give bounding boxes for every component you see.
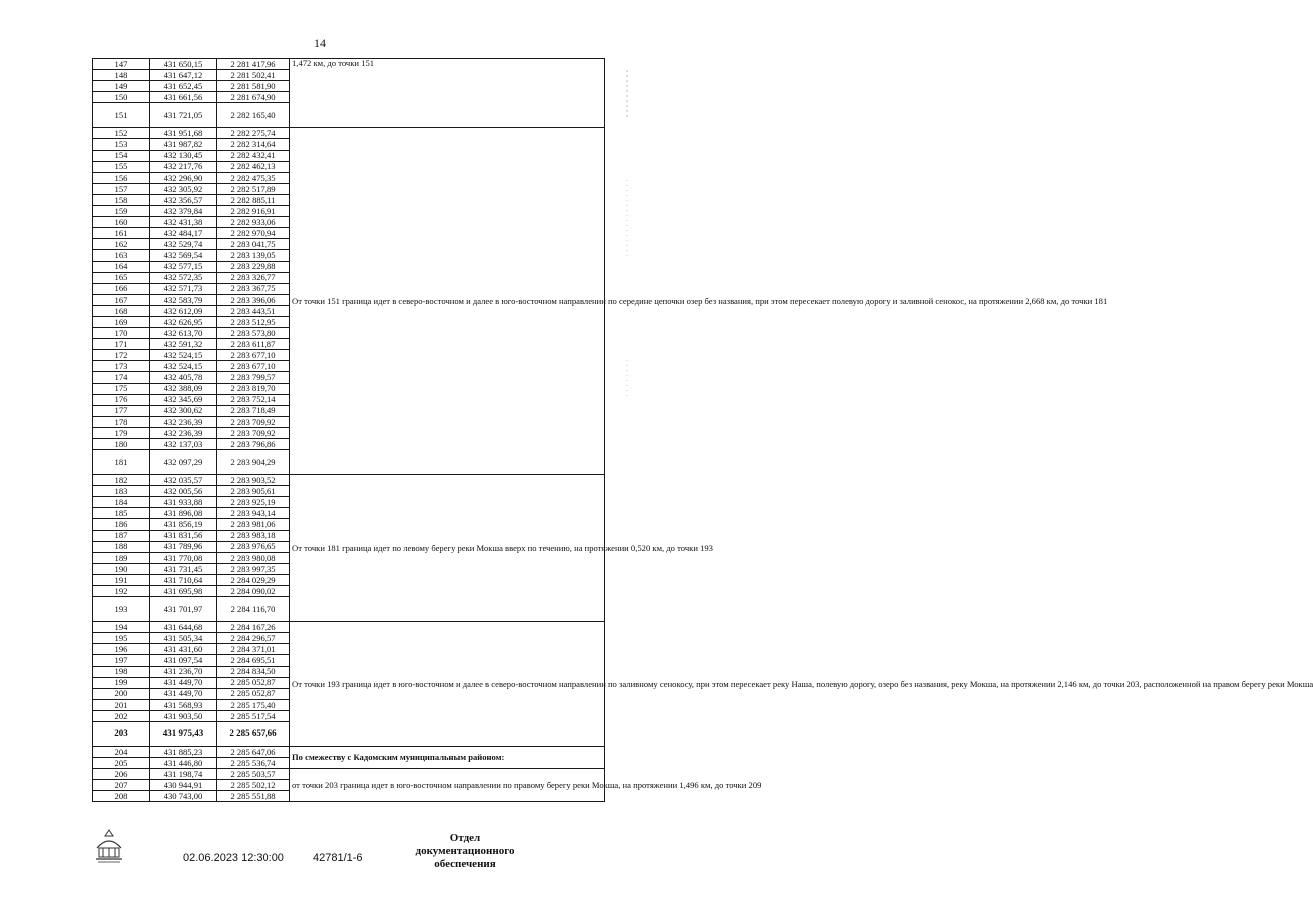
point-number-cell: 179: [93, 427, 150, 438]
y-coordinate-cell: 2 283 041,75: [217, 239, 290, 250]
point-number-cell: 162: [93, 239, 150, 250]
x-coordinate-cell: 431 885,23: [150, 746, 217, 757]
point-number-cell: 148: [93, 70, 150, 81]
point-number-cell: 172: [93, 350, 150, 361]
point-number-cell: 207: [93, 780, 150, 791]
y-coordinate-cell: 2 283 925,19: [217, 497, 290, 508]
point-number-cell: 189: [93, 552, 150, 563]
boundary-description-cell: [290, 622, 1313, 747]
table-row: [93, 59, 605, 70]
point-number-cell: 161: [93, 228, 150, 239]
point-number-cell: 155: [93, 161, 150, 172]
x-coordinate-cell: 430 944,91: [150, 780, 217, 791]
y-coordinate-cell: 2 283 326,77: [217, 272, 290, 283]
point-number-cell: 178: [93, 416, 150, 427]
description-text: От точки 181 граница идет по левому берегу реки Мокша вверх по течению, на протяжении 0,520 км, до точки 193: [292, 542, 713, 553]
x-coordinate-cell: 431 198,74: [150, 769, 217, 780]
y-coordinate-cell: 2 283 677,10: [217, 350, 290, 361]
x-coordinate-cell: 432 583,79: [150, 294, 217, 305]
point-number-cell: 191: [93, 574, 150, 585]
y-coordinate-cell: 2 285 502,12: [217, 780, 290, 791]
point-number-cell: 157: [93, 183, 150, 194]
x-coordinate-cell: 432 569,54: [150, 250, 217, 261]
y-coordinate-cell: 2 282 885,11: [217, 194, 290, 205]
y-coordinate-cell: 2 283 799,57: [217, 372, 290, 383]
x-coordinate-cell: 432 356,57: [150, 194, 217, 205]
point-number-cell: 163: [93, 250, 150, 261]
y-coordinate-cell: 2 285 536,74: [217, 758, 290, 769]
y-coordinate-cell: 2 285 657,66: [217, 721, 290, 746]
y-coordinate-cell: 2 284 296,57: [217, 633, 290, 644]
point-number-cell: 184: [93, 497, 150, 508]
description-text: От точки 151 граница идет в северо-восточном и далее в юго-восточном направлении по середине цепочки озер без названия, при этом пересекает полевую дорогу и заливной сенокос, на протяжении 2,668 км, до точки 181: [292, 295, 1108, 306]
y-coordinate-cell: 2 281 674,90: [217, 92, 290, 103]
description-text: 1,472 км, до точки 151: [292, 58, 375, 68]
point-number-cell: 201: [93, 699, 150, 710]
point-number-cell: 177: [93, 405, 150, 416]
point-number-cell: 195: [93, 633, 150, 644]
x-coordinate-cell: 431 650,15: [150, 59, 217, 70]
x-coordinate-cell: 431 856,19: [150, 519, 217, 530]
point-number-cell: 183: [93, 486, 150, 497]
y-coordinate-cell: 2 283 573,80: [217, 328, 290, 339]
point-number-cell: 174: [93, 372, 150, 383]
x-coordinate-cell: 431 789,96: [150, 541, 217, 552]
point-number-cell: 196: [93, 644, 150, 655]
point-number-cell: 150: [93, 92, 150, 103]
x-coordinate-cell: 431 449,70: [150, 688, 217, 699]
department-line-2: обеспечения: [434, 858, 496, 871]
x-coordinate-cell: 432 035,57: [150, 475, 217, 486]
x-coordinate-cell: 431 695,98: [150, 586, 217, 597]
point-number-cell: 156: [93, 172, 150, 183]
point-number-cell: 186: [93, 519, 150, 530]
x-coordinate-cell: 432 524,15: [150, 350, 217, 361]
x-coordinate-cell: 432 529,74: [150, 239, 217, 250]
point-number-cell: 176: [93, 394, 150, 405]
y-coordinate-cell: 2 283 997,35: [217, 563, 290, 574]
section-heading: По смежеству с Кадомским муниципальным районом:: [292, 751, 505, 762]
y-coordinate-cell: 2 282 517,89: [217, 183, 290, 194]
x-coordinate-cell: 431 236,70: [150, 666, 217, 677]
x-coordinate-cell: 431 446,80: [150, 758, 217, 769]
x-coordinate-cell: 432 379,84: [150, 206, 217, 217]
y-coordinate-cell: 2 283 139,05: [217, 250, 290, 261]
y-coordinate-cell: 2 283 367,75: [217, 283, 290, 294]
point-number-cell: 181: [93, 450, 150, 475]
point-number-cell: 188: [93, 541, 150, 552]
x-coordinate-cell: 432 305,92: [150, 183, 217, 194]
x-coordinate-cell: 431 652,45: [150, 81, 217, 92]
boundary-description-cell: [290, 128, 1108, 475]
x-coordinate-cell: 432 005,56: [150, 486, 217, 497]
y-coordinate-cell: 2 284 695,51: [217, 655, 290, 666]
point-number-cell: 194: [93, 622, 150, 633]
x-coordinate-cell: 431 097,54: [150, 655, 217, 666]
y-coordinate-cell: 2 283 677,10: [217, 361, 290, 372]
description-text: От точки 193 граница идет в юго-восточном и далее в северо-восточном направлении по заливному сенокосу, при этом пересекает реку Наша, полевую дорогу, озеро без названия, реку Мокша, на протяжении 2,146 км, до точки 203, расположенной на правом берегу реки Мокша: [292, 678, 1313, 689]
point-number-cell: 160: [93, 217, 150, 228]
point-number-cell: 170: [93, 328, 150, 339]
point-number-cell: 153: [93, 139, 150, 150]
footer-datetime: 02.06.2023 12:30:00: [183, 852, 284, 864]
table-row: [93, 746, 605, 757]
scan-margin-marks: [622, 60, 632, 540]
point-number-cell: 182: [93, 475, 150, 486]
point-number-cell: 185: [93, 508, 150, 519]
y-coordinate-cell: 2 282 275,74: [217, 128, 290, 139]
x-coordinate-cell: 431 987,82: [150, 139, 217, 150]
y-coordinate-cell: 2 283 396,06: [217, 294, 290, 305]
x-coordinate-cell: 432 300,62: [150, 405, 217, 416]
boundary-description-cell: [290, 769, 762, 802]
y-coordinate-cell: 2 282 432,41: [217, 150, 290, 161]
x-coordinate-cell: 431 903,50: [150, 710, 217, 721]
y-coordinate-cell: 2 285 647,06: [217, 746, 290, 757]
x-coordinate-cell: 431 710,64: [150, 574, 217, 585]
point-number-cell: 187: [93, 530, 150, 541]
page-number: 14: [314, 36, 326, 50]
x-coordinate-cell: 432 431,38: [150, 217, 217, 228]
point-number-cell: 192: [93, 586, 150, 597]
boundary-description-cell: [290, 475, 713, 622]
x-coordinate-cell: 432 236,39: [150, 427, 217, 438]
point-number-cell: 190: [93, 563, 150, 574]
y-coordinate-cell: 2 282 970,94: [217, 228, 290, 239]
table-row: [93, 475, 605, 486]
point-number-cell: 204: [93, 746, 150, 757]
y-coordinate-cell: 2 281 581,90: [217, 81, 290, 92]
x-coordinate-cell: 431 951,68: [150, 128, 217, 139]
department-line-1: Отдел документационного: [415, 832, 515, 858]
x-coordinate-cell: 431 896,08: [150, 508, 217, 519]
x-coordinate-cell: 431 568,93: [150, 699, 217, 710]
y-coordinate-cell: 2 284 090,02: [217, 586, 290, 597]
point-number-cell: 173: [93, 361, 150, 372]
y-coordinate-cell: 2 283 611,87: [217, 339, 290, 350]
x-coordinate-cell: 431 701,97: [150, 597, 217, 622]
point-number-cell: 202: [93, 710, 150, 721]
x-coordinate-cell: 432 591,32: [150, 339, 217, 350]
point-number-cell: 154: [93, 150, 150, 161]
y-coordinate-cell: 2 283 718,49: [217, 405, 290, 416]
y-coordinate-cell: 2 285 551,88: [217, 791, 290, 802]
x-coordinate-cell: 432 484,17: [150, 228, 217, 239]
point-number-cell: 199: [93, 677, 150, 688]
y-coordinate-cell: 2 283 904,29: [217, 450, 290, 475]
x-coordinate-cell: 431 975,43: [150, 721, 217, 746]
table-row: [93, 128, 605, 139]
y-coordinate-cell: 2 284 116,70: [217, 597, 290, 622]
x-coordinate-cell: 431 731,45: [150, 563, 217, 574]
x-coordinate-cell: 431 721,05: [150, 103, 217, 128]
y-coordinate-cell: 2 284 167,26: [217, 622, 290, 633]
y-coordinate-cell: 2 282 165,40: [217, 103, 290, 128]
x-coordinate-cell: 432 626,95: [150, 316, 217, 327]
y-coordinate-cell: 2 283 796,86: [217, 439, 290, 450]
y-coordinate-cell: 2 283 709,92: [217, 427, 290, 438]
point-number-cell: 198: [93, 666, 150, 677]
x-coordinate-cell: 432 572,35: [150, 272, 217, 283]
point-number-cell: 158: [93, 194, 150, 205]
point-number-cell: 180: [93, 439, 150, 450]
x-coordinate-cell: 432 137,03: [150, 439, 217, 450]
x-coordinate-cell: 432 612,09: [150, 305, 217, 316]
x-coordinate-cell: 431 770,08: [150, 552, 217, 563]
y-coordinate-cell: 2 283 981,06: [217, 519, 290, 530]
description-text: от точки 203 граница идет в юго-восточном направлении по правому берегу реки Мокша, на протяжении 1,496 км, до точки 209: [292, 780, 762, 790]
x-coordinate-cell: 432 571,73: [150, 283, 217, 294]
department-stamp: [400, 832, 530, 872]
x-coordinate-cell: 431 647,12: [150, 70, 217, 81]
y-coordinate-cell: 2 283 903,52: [217, 475, 290, 486]
point-number-cell: 165: [93, 272, 150, 283]
y-coordinate-cell: 2 283 443,51: [217, 305, 290, 316]
y-coordinate-cell: 2 284 029,29: [217, 574, 290, 585]
y-coordinate-cell: 2 285 517,54: [217, 710, 290, 721]
y-coordinate-cell: 2 282 462,13: [217, 161, 290, 172]
y-coordinate-cell: 2 285 052,87: [217, 688, 290, 699]
x-coordinate-cell: 431 449,70: [150, 677, 217, 688]
y-coordinate-cell: 2 283 752,14: [217, 394, 290, 405]
y-coordinate-cell: 2 285 175,40: [217, 699, 290, 710]
y-coordinate-cell: 2 283 819,70: [217, 383, 290, 394]
point-number-cell: 200: [93, 688, 150, 699]
y-coordinate-cell: 2 283 229,88: [217, 261, 290, 272]
x-coordinate-cell: 432 296,90: [150, 172, 217, 183]
x-coordinate-cell: 431 933,88: [150, 497, 217, 508]
y-coordinate-cell: 2 283 983,18: [217, 530, 290, 541]
point-number-cell: 167: [93, 294, 150, 305]
x-coordinate-cell: 431 661,56: [150, 92, 217, 103]
x-coordinate-cell: 431 831,56: [150, 530, 217, 541]
y-coordinate-cell: 2 283 943,14: [217, 508, 290, 519]
x-coordinate-cell: 432 217,76: [150, 161, 217, 172]
point-number-cell: 164: [93, 261, 150, 272]
x-coordinate-cell: 431 505,34: [150, 633, 217, 644]
point-number-cell: 166: [93, 283, 150, 294]
point-number-cell: 208: [93, 791, 150, 802]
table-row: [93, 769, 605, 780]
point-number-cell: 193: [93, 597, 150, 622]
x-coordinate-cell: 432 613,70: [150, 328, 217, 339]
point-number-cell: 203: [93, 721, 150, 746]
point-number-cell: 175: [93, 383, 150, 394]
y-coordinate-cell: 2 282 475,35: [217, 172, 290, 183]
y-coordinate-cell: 2 285 503,57: [217, 769, 290, 780]
coordinates-table: [92, 58, 1313, 802]
point-number-cell: 197: [93, 655, 150, 666]
x-coordinate-cell: 430 743,00: [150, 791, 217, 802]
x-coordinate-cell: 432 236,39: [150, 416, 217, 427]
point-number-cell: 168: [93, 305, 150, 316]
y-coordinate-cell: 2 283 905,61: [217, 486, 290, 497]
y-coordinate-cell: 2 282 314,64: [217, 139, 290, 150]
point-number-cell: 205: [93, 758, 150, 769]
y-coordinate-cell: 2 281 502,41: [217, 70, 290, 81]
footer-document-number: 42781/1-6: [313, 852, 363, 864]
table-row: [93, 622, 605, 633]
y-coordinate-cell: 2 282 933,06: [217, 217, 290, 228]
boundary-description-cell: [290, 59, 605, 128]
x-coordinate-cell: 432 097,29: [150, 450, 217, 475]
y-coordinate-cell: 2 283 976,65: [217, 541, 290, 552]
y-coordinate-cell: 2 282 916,91: [217, 206, 290, 217]
x-coordinate-cell: 432 405,78: [150, 372, 217, 383]
y-coordinate-cell: 2 283 980,08: [217, 552, 290, 563]
emblem-logo: [92, 828, 126, 864]
point-number-cell: 206: [93, 769, 150, 780]
x-coordinate-cell: 432 388,09: [150, 383, 217, 394]
x-coordinate-cell: 432 577,15: [150, 261, 217, 272]
x-coordinate-cell: 432 524,15: [150, 361, 217, 372]
point-number-cell: 147: [93, 59, 150, 70]
y-coordinate-cell: 2 284 371,01: [217, 644, 290, 655]
y-coordinate-cell: 2 283 709,92: [217, 416, 290, 427]
point-number-cell: 169: [93, 316, 150, 327]
point-number-cell: 152: [93, 128, 150, 139]
y-coordinate-cell: 2 285 052,87: [217, 677, 290, 688]
x-coordinate-cell: 431 431,60: [150, 644, 217, 655]
x-coordinate-cell: 432 345,69: [150, 394, 217, 405]
x-coordinate-cell: 431 644,68: [150, 622, 217, 633]
point-number-cell: 159: [93, 206, 150, 217]
y-coordinate-cell: 2 284 834,50: [217, 666, 290, 677]
boundary-description-cell: [290, 746, 605, 768]
y-coordinate-cell: 2 281 417,96: [217, 59, 290, 70]
point-number-cell: 151: [93, 103, 150, 128]
point-number-cell: 171: [93, 339, 150, 350]
point-number-cell: 149: [93, 81, 150, 92]
x-coordinate-cell: 432 130,45: [150, 150, 217, 161]
y-coordinate-cell: 2 283 512,95: [217, 316, 290, 327]
